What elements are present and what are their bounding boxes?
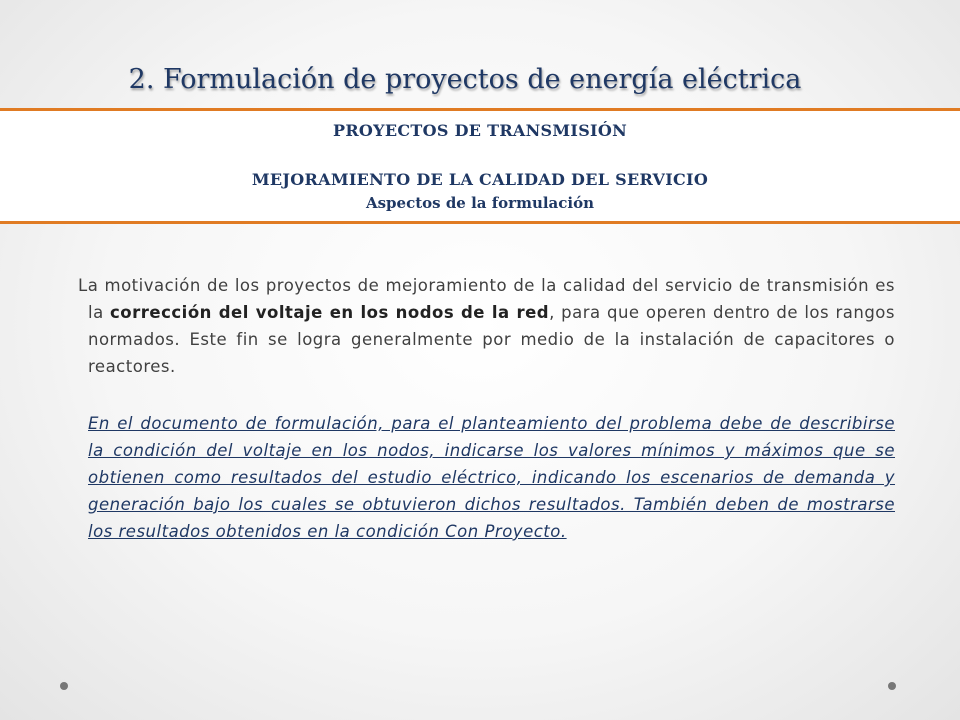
header-band [0,108,960,224]
motivation-text-start: La motivación de los proyectos de mejoramiento de la calidad del servicio de transmisión es la [78,276,895,322]
motivation-emphasis: corrección del voltaje en los nodos de la red [110,303,550,322]
band-heading-transmision: PROYECTOS DE TRANSMISIÓN [332,121,628,140]
decorative-dot-left [60,682,68,690]
decorative-dot-right [888,682,896,690]
motivation-text-end: , para que operen dentro de los rangos normados. Este fin se logra generalmente por medio de la instalación de capacitores o reactores. [88,303,895,376]
formulation-paragraph-link[interactable]: En el documento de formulación, para el planteamiento del problema debe de describirse la condición del voltaje en los nodos, indicarse los valores mínimos y máximos que se obtienen como resultados del estudio eléctrico, indicando los escenarios de demanda y generación bajo los cuales se obtuvieron dichos resultados. También deben de mostrarse los resultados obtenidos en la condición Con Proyecto. [88,414,895,541]
band-subheading: Aspectos de la formulación [365,194,595,212]
motivation-paragraph [78,272,895,380]
band-heading-calidad: MEJORAMIENTO DE LA CALIDAD DEL SERVICIO [251,170,709,189]
slide-title: 2. Formulación de proyectos de energía eléctrica [128,64,802,95]
